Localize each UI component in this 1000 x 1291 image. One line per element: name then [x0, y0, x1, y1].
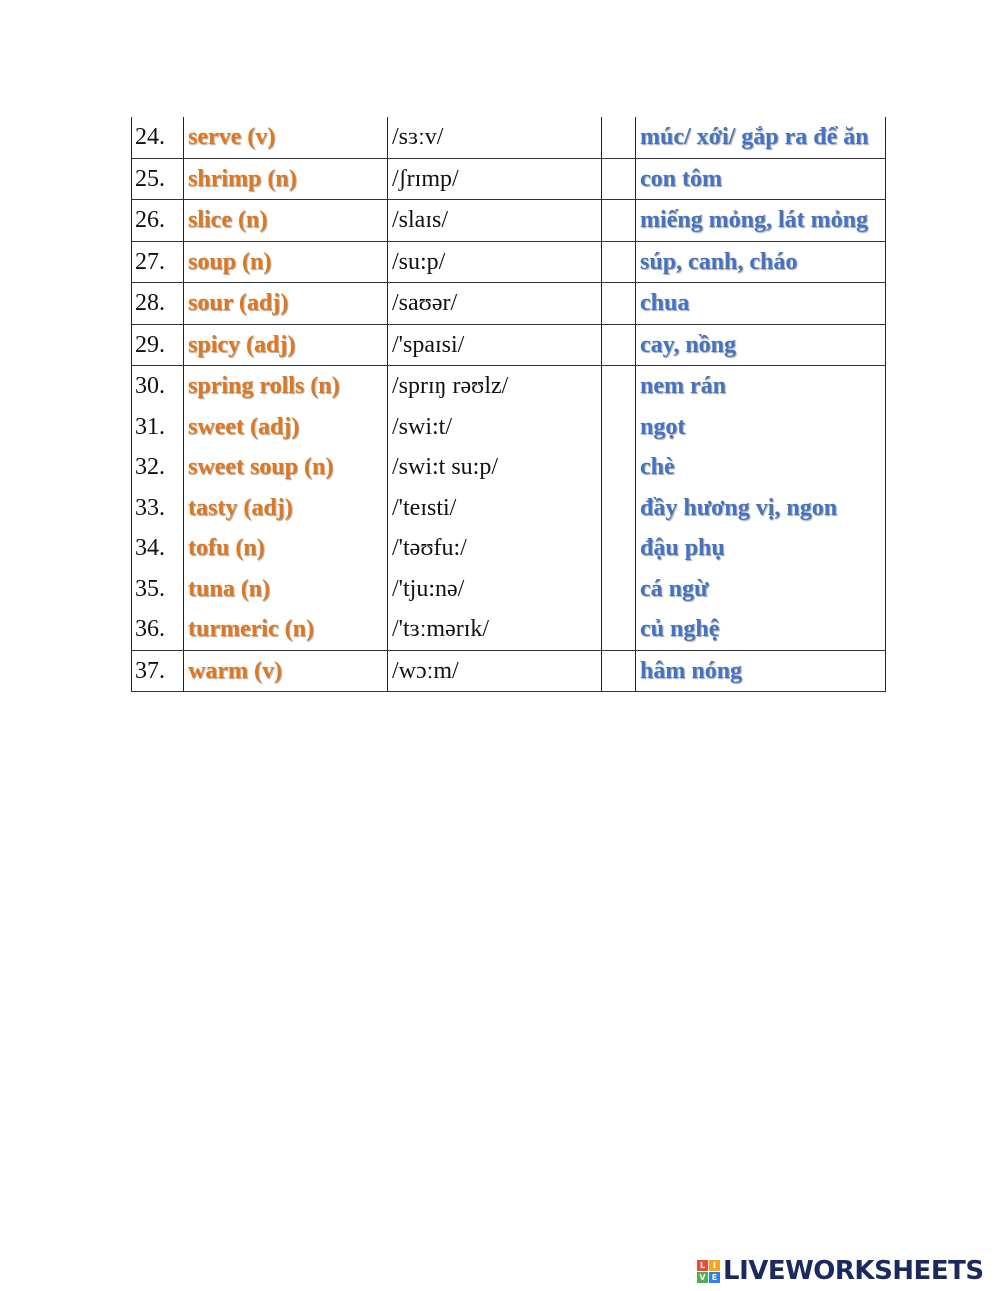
vietnamese-meaning: hâm nóng — [636, 650, 886, 692]
vocabulary-row — [132, 117, 886, 158]
pronunciation: /sɜːv/ — [388, 117, 602, 158]
vietnamese-meaning: con tôm — [636, 158, 886, 200]
logo-tile: I — [709, 1260, 720, 1271]
vocabulary-table-body — [132, 117, 886, 692]
logo-tile: E — [709, 1272, 720, 1283]
vocabulary-table — [131, 117, 886, 692]
blank-cell — [602, 609, 636, 650]
pronunciation: /wɔːm/ — [388, 650, 602, 692]
liveworksheets-logo-text: LIVEWORKSHEETS — [723, 1256, 984, 1286]
vocabulary-word: spring rolls (n) — [184, 366, 388, 407]
row-number: 35. — [132, 569, 184, 610]
vocabulary-row — [132, 528, 886, 569]
vietnamese-meaning: cay, nồng — [636, 324, 886, 366]
vocabulary-row — [132, 324, 886, 366]
pronunciation: /saʊər/ — [388, 283, 602, 325]
pronunciation: /sprɪŋ rəʊlz/ — [388, 366, 602, 407]
blank-cell — [602, 407, 636, 448]
blank-cell — [602, 158, 636, 200]
vocabulary-word: tasty (adj) — [184, 488, 388, 529]
row-number: 25. — [132, 158, 184, 200]
vocabulary-row — [132, 609, 886, 650]
vocabulary-row — [132, 158, 886, 200]
row-number: 36. — [132, 609, 184, 650]
vocabulary-word: sour (adj) — [184, 283, 388, 325]
row-number: 31. — [132, 407, 184, 448]
vietnamese-meaning: đậu phụ — [636, 528, 886, 569]
row-number: 33. — [132, 488, 184, 529]
vocabulary-row — [132, 488, 886, 529]
pronunciation: /slaɪs/ — [388, 200, 602, 242]
blank-cell — [602, 528, 636, 569]
pronunciation: /'təʊfu:/ — [388, 528, 602, 569]
vocabulary-row — [132, 241, 886, 283]
row-number: 34. — [132, 528, 184, 569]
row-number: 29. — [132, 324, 184, 366]
blank-cell — [602, 366, 636, 407]
vocabulary-word: shrimp (n) — [184, 158, 388, 200]
row-number: 26. — [132, 200, 184, 242]
logo-tile: L — [697, 1260, 708, 1271]
vocabulary-row — [132, 283, 886, 325]
blank-cell — [602, 488, 636, 529]
vietnamese-meaning: súp, canh, cháo — [636, 241, 886, 283]
vocabulary-word: soup (n) — [184, 241, 388, 283]
blank-cell — [602, 200, 636, 242]
pronunciation: /ʃrɪmp/ — [388, 158, 602, 200]
vietnamese-meaning: cá ngừ — [636, 569, 886, 610]
vietnamese-meaning: múc/ xới/ gắp ra để ăn — [636, 117, 886, 158]
vietnamese-meaning: nem rán — [636, 366, 886, 407]
vocabulary-word: tofu (n) — [184, 528, 388, 569]
vocabulary-word: sweet (adj) — [184, 407, 388, 448]
vietnamese-meaning: ngọt — [636, 407, 886, 448]
vietnamese-meaning: củ nghệ — [636, 609, 886, 650]
vocabulary-word: turmeric (n) — [184, 609, 388, 650]
row-number: 32. — [132, 447, 184, 488]
vocabulary-row — [132, 447, 886, 488]
blank-cell — [602, 650, 636, 692]
vocabulary-word: spicy (adj) — [184, 324, 388, 366]
vocabulary-row — [132, 366, 886, 407]
pronunciation: /swi:t su:p/ — [388, 447, 602, 488]
row-number: 28. — [132, 283, 184, 325]
vietnamese-meaning: miếng mỏng, lát mỏng — [636, 200, 886, 242]
blank-cell — [602, 283, 636, 325]
vocabulary-row — [132, 200, 886, 242]
vocabulary-row — [132, 407, 886, 448]
pronunciation: /'tɜːmərɪk/ — [388, 609, 602, 650]
vocabulary-row — [132, 650, 886, 692]
logo-tile: V — [697, 1272, 708, 1283]
row-number: 30. — [132, 366, 184, 407]
pronunciation: /'spaɪsi/ — [388, 324, 602, 366]
vocabulary-word: tuna (n) — [184, 569, 388, 610]
blank-cell — [602, 569, 636, 610]
vietnamese-meaning: chè — [636, 447, 886, 488]
blank-cell — [602, 117, 636, 158]
vietnamese-meaning: đầy hương vị, ngon — [636, 488, 886, 529]
liveworksheets-logo — [697, 1256, 984, 1286]
row-number: 24. — [132, 117, 184, 158]
pronunciation: /swi:t/ — [388, 407, 602, 448]
blank-cell — [602, 241, 636, 283]
blank-cell — [602, 324, 636, 366]
pronunciation: /su:p/ — [388, 241, 602, 283]
blank-cell — [602, 447, 636, 488]
vocabulary-word: serve (v) — [184, 117, 388, 158]
pronunciation: /'tju:nə/ — [388, 569, 602, 610]
liveworksheets-logo-icon — [697, 1260, 720, 1283]
vietnamese-meaning: chua — [636, 283, 886, 325]
pronunciation: /'teɪsti/ — [388, 488, 602, 529]
vocabulary-word: warm (v) — [184, 650, 388, 692]
vocabulary-row — [132, 569, 886, 610]
vocabulary-word: slice (n) — [184, 200, 388, 242]
vocabulary-word: sweet soup (n) — [184, 447, 388, 488]
row-number: 37. — [132, 650, 184, 692]
row-number: 27. — [132, 241, 184, 283]
